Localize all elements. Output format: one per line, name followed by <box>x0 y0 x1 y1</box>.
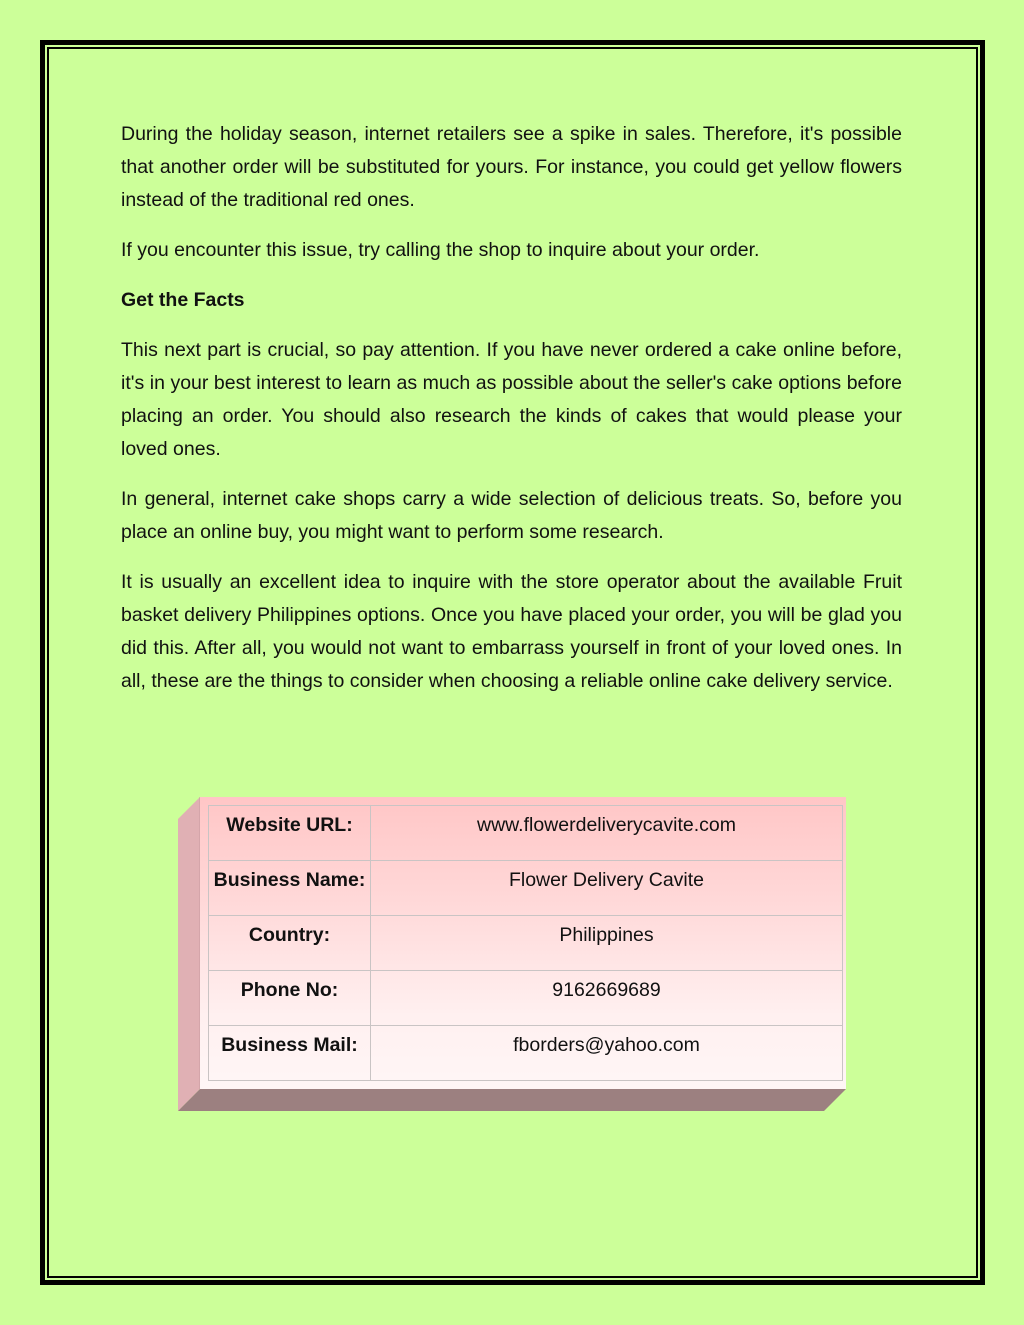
table-row <box>209 806 843 861</box>
table-row <box>209 971 843 1026</box>
row-value-country: Philippines <box>371 916 843 971</box>
row-label-website: Website URL: <box>209 806 371 861</box>
row-label-mail: Business Mail: <box>209 1026 371 1081</box>
business-info-table-panel <box>200 797 846 1089</box>
table-row <box>209 1026 843 1081</box>
table-row <box>209 916 843 971</box>
row-label-country: Country: <box>209 916 371 971</box>
article-body <box>121 118 902 715</box>
business-info-box <box>178 797 846 1111</box>
section-heading: Get the Facts <box>121 289 245 311</box>
business-info-table <box>208 805 843 1081</box>
bevel-bottom-face <box>178 1089 846 1111</box>
row-value-website: www.flowerdeliverycavite.com <box>371 806 843 861</box>
row-value-phone: 9162669689 <box>371 971 843 1026</box>
row-label-phone: Phone No: <box>209 971 371 1026</box>
paragraph: It is usually an excellent idea to inquire with the store operator about the available Fruit basket delivery Philippines options. Once you have placed your order, you will be glad you did this. After all, you would not want to embarrass yourself in front of your loved ones. In all, these are the things to consider when choosing a reliable online cake delivery service. <box>121 571 902 692</box>
paragraph: During the holiday season, internet retailers see a spike in sales. Therefore, it's possible that another order will be substituted for yours. For instance, you could get yellow flowers instead of the traditional red ones. <box>121 123 902 211</box>
row-value-business-name: Flower Delivery Cavite <box>371 861 843 916</box>
paragraph: In general, internet cake shops carry a wide selection of delicious treats. So, before you place an online buy, you might want to perform some research. <box>121 488 902 543</box>
table-row <box>209 861 843 916</box>
paragraph: This next part is crucial, so pay attention. If you have never ordered a cake online before, it's in your best interest to learn as much as possible about the seller's cake options before placing an order. You should also research the kinds of cakes that would please your loved ones. <box>121 339 902 460</box>
row-label-business-name: Business Name: <box>209 861 371 916</box>
paragraph: If you encounter this issue, try calling the shop to inquire about your order. <box>121 239 760 261</box>
row-value-mail: fborders@yahoo.com <box>371 1026 843 1081</box>
bevel-left-face <box>178 797 200 1111</box>
